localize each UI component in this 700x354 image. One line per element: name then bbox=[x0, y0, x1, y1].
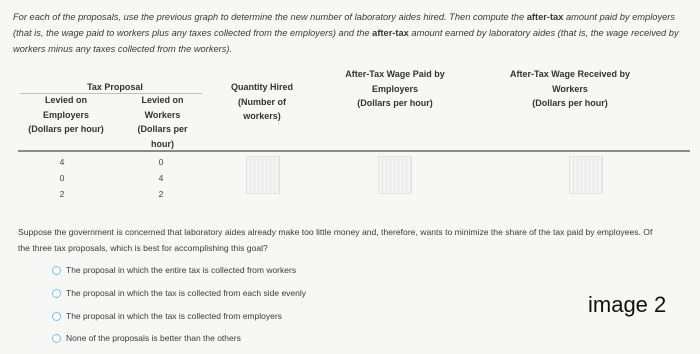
option-evenly[interactable]: The proposal in which the tax is collected from each side evenly bbox=[52, 288, 306, 298]
row2-employers: 0 bbox=[59, 173, 65, 183]
row1-employers: 4 bbox=[59, 157, 65, 167]
row1-workers: 0 bbox=[158, 157, 164, 167]
header-divider bbox=[20, 93, 202, 94]
table-divider bbox=[18, 150, 690, 152]
wage-received-input[interactable] bbox=[569, 156, 603, 194]
row3-workers: 2 bbox=[158, 189, 164, 199]
option-none[interactable]: None of the proposals is better than the others bbox=[52, 333, 241, 343]
radio-icon[interactable] bbox=[52, 312, 61, 321]
row3-employers: 2 bbox=[59, 189, 65, 199]
quantity-hired-input[interactable] bbox=[246, 156, 280, 194]
option-employers[interactable]: The proposal in which the tax is collected from employers bbox=[52, 311, 282, 321]
instructions-text: For each of the proposals, use the previous graph to determine the new number of laboratory aides hired. Then compute the after-tax amount paid by employers (that is, the wage paid to workers plus any taxes collected from the employers) and the after-tax amount earned by laboratory aides (that is, the wage received by workers minus any taxes collected from the workers). bbox=[13, 12, 679, 54]
question-text: Suppose the government is concerned that laboratory aides already make too little money and, therefore, wants to minimize the share of the tax paid by employees. Of the three tax proposals, which is best for accomplishing this goal? bbox=[18, 227, 653, 253]
radio-icon[interactable] bbox=[52, 289, 61, 298]
option-workers[interactable]: The proposal in which the entire tax is collected from workers bbox=[52, 265, 296, 275]
levied-on-employers-header: Levied on Employers (Dollars per hour) bbox=[28, 95, 104, 134]
levied-on-workers-header: Levied on Workers (Dollars per hour) bbox=[137, 95, 188, 149]
quantity-hired-header: Quantity Hired (Number of workers) bbox=[230, 82, 293, 121]
wage-paid-input[interactable] bbox=[378, 156, 412, 194]
image-label: image 2 bbox=[588, 292, 667, 317]
radio-icon[interactable] bbox=[52, 266, 61, 275]
radio-icon[interactable] bbox=[52, 334, 61, 343]
wage-received-header: After-Tax Wage Received by Workers (Dollars per hour) bbox=[509, 69, 631, 108]
row2-workers: 4 bbox=[158, 173, 164, 183]
tax-proposal-header: Tax Proposal bbox=[87, 82, 143, 92]
wage-paid-header: After-Tax Wage Paid by Employers (Dollars per hour) bbox=[345, 69, 445, 108]
